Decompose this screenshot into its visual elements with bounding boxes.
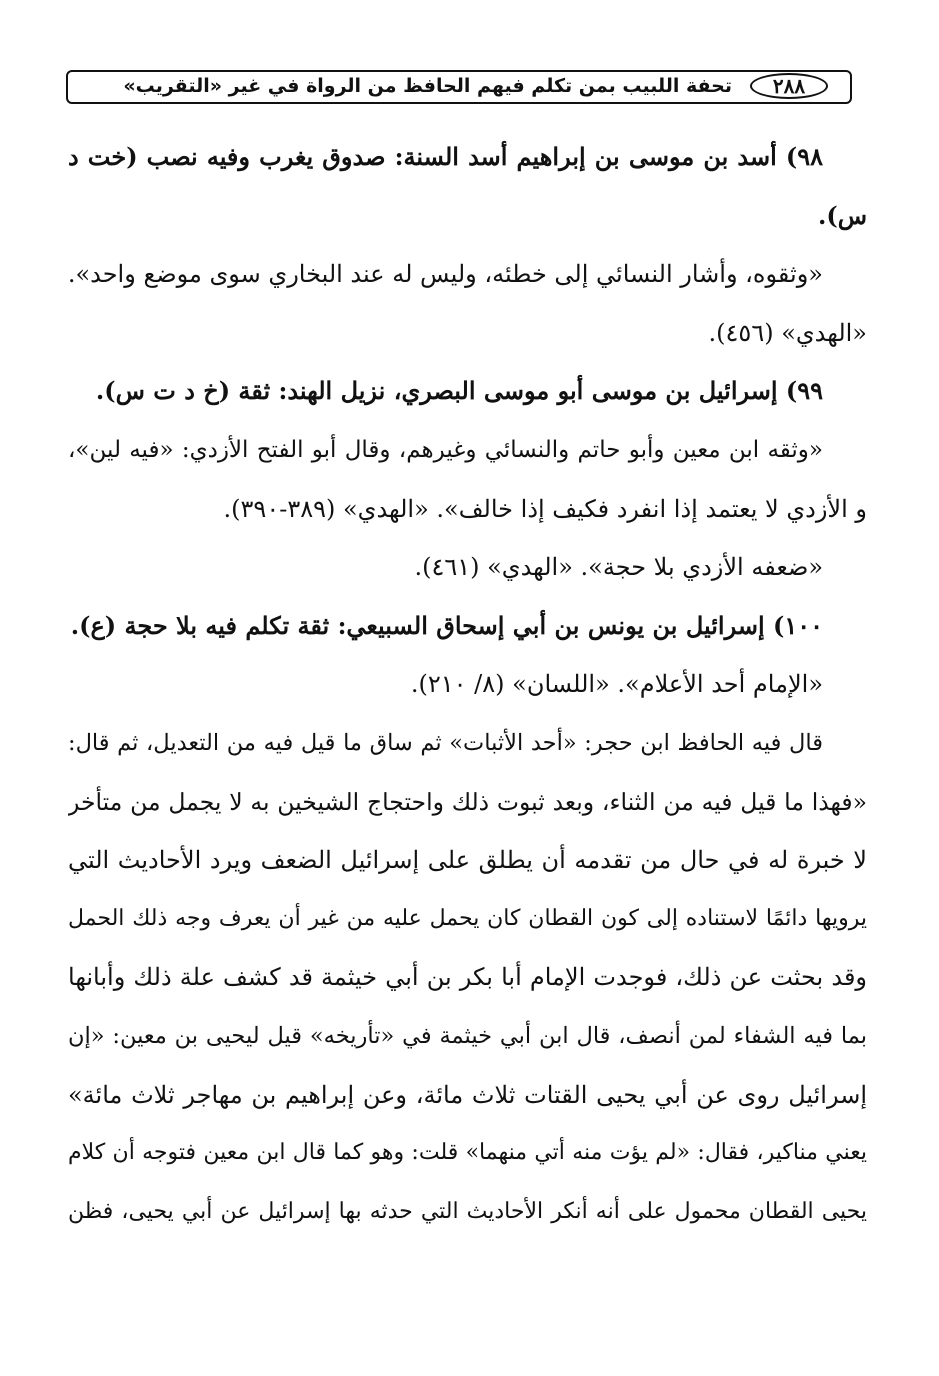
paragraph-line: يحيى القطان محمول على أنه أنكر الأحاديث التي حدثه بها إسرائيل عن أبي يحيى، فظن	[68, 1198, 867, 1224]
paragraph-line: يرويها دائمًا لاستناده إلى كون القطان كان يحمل عليه من غير أن يعرف وجه ذلك الحمل	[68, 905, 867, 931]
paragraph-line: يعني مناكير، فقال: «لم يؤت منه أتي منهما» قلت: وهو كما قال ابن معين فتوجه أن كلام	[68, 1140, 867, 1166]
page-number: ٢٨٨	[750, 73, 828, 99]
paragraph-line: لا خبرة له في حال من تقدمه أن يطلق على إسرائيل الضعف ويرد الأحاديث التي	[68, 846, 867, 875]
entry-98-heading-cont: س).	[817, 200, 867, 230]
entry-98-quote: «وثقوه، وأشار النسائي إلى خطئه، وليس له عند البخاري سوى موضع واحد».	[68, 260, 823, 289]
entry-99-heading: ٩٩) إسرائيل بن موسى أبو موسى البصري، نزيل الهند: ثقة (خ د ت س).	[95, 376, 823, 406]
entry-100-quote: «الإمام أحد الأعلام». «اللسان» (٨/ ٢١٠).	[410, 670, 823, 699]
page-header	[66, 70, 852, 104]
paragraph-line: بما فيه الشفاء لمن أنصف، قال ابن أبي خيثمة في «تأريخه» قيل ليحيى بن معين: «إن	[68, 1022, 867, 1049]
entry-100-heading: ١٠٠) إسرائيل بن يونس بن أبي إسحاق السبيعي: ثقة تكلم فيه بلا حجة (ع).	[70, 610, 823, 640]
entry-98-heading: ٩٨) أسد بن موسى بن إبراهيم أسد السنة: صدوق يغرب وفيه نصب (خت د	[68, 142, 823, 171]
entry-98-source: «الهدي» (٤٥٦).	[708, 318, 867, 347]
entry-99-quote-cont: و الأزدي لا يعتمد إذا انفرد فكيف إذا خالف». «الهدي» (٣٨٩-٣٩٠).	[223, 494, 867, 523]
entry-99-quote-2: «ضعفه الأزدي بلا حجة». «الهدي» (٤٦١).	[414, 553, 823, 582]
running-title: تحفة اللبيب بمن تكلم فيهم الحافظ من الرواة في غير «التقريب»	[123, 75, 732, 97]
body-text	[68, 128, 867, 1241]
paragraph-line: وقد بحثت عن ذلك، فوجدت الإمام أبا بكر بن أبي خيثمة قد كشف علة ذلك وأبانها	[68, 963, 867, 992]
entry-99-quote: «وثقه ابن معين وأبو حاتم والنسائي وغيرهم، وقال أبو الفتح الأزدي: «فيه لين»،	[68, 436, 823, 463]
paragraph-line: «فهذا ما قيل فيه من الثناء، وبعد ثبوت ذلك واحتجاج الشيخين به لا يجمل من متأخر	[68, 787, 867, 816]
paragraph-line: إسرائيل روى عن أبي يحيى القتات ثلاث مائة، وعن إبراهيم بن مهاجر ثلاث مائة»	[68, 1080, 867, 1109]
paragraph-line: قال فيه الحافظ ابن حجر: «أحد الأثبات» ثم ساق ما قيل فيه من التعديل، ثم قال:	[68, 729, 823, 756]
